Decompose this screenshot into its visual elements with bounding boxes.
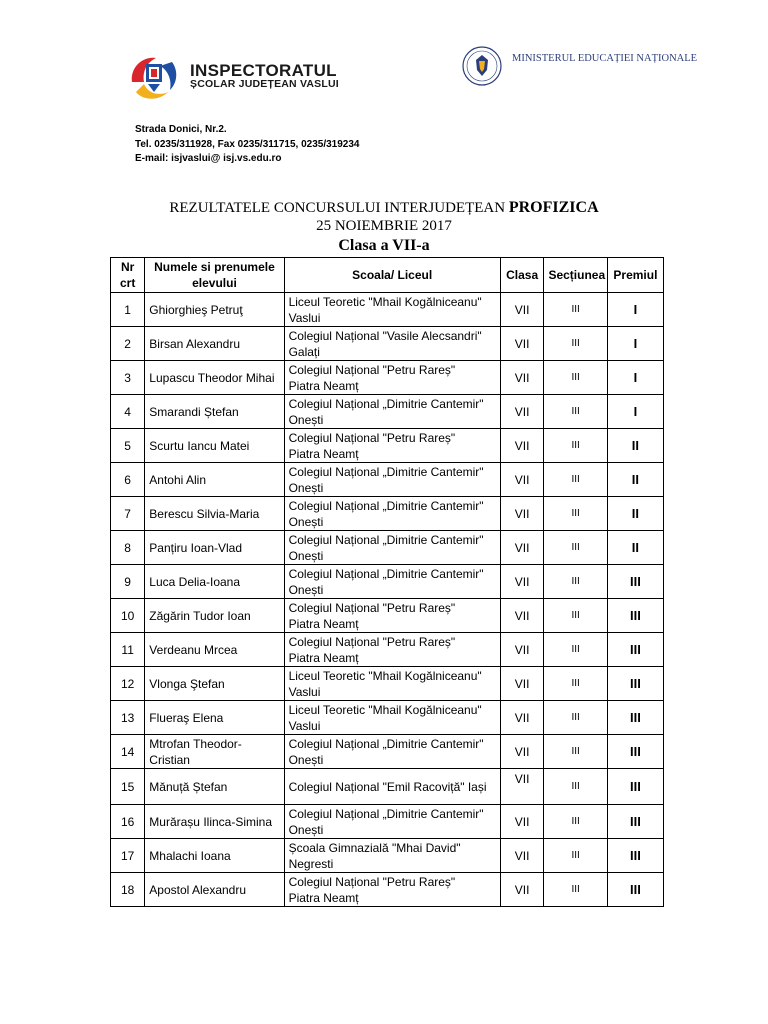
- school-name-line: Colegiul Național "Petru Rareș": [288, 634, 456, 649]
- school-name-line: Colegiul Național "Petru Rareș": [288, 600, 456, 615]
- row-class: VII: [500, 599, 544, 633]
- ministry-seal-icon: [462, 46, 502, 86]
- row-school: [284, 769, 500, 805]
- row-school: [284, 429, 500, 463]
- row-section: III: [544, 497, 607, 531]
- table-row: [111, 429, 664, 463]
- row-section: III: [544, 735, 607, 769]
- row-nr: 10: [111, 599, 145, 633]
- row-prize: III: [607, 839, 663, 873]
- school-city-line: Onești: [288, 480, 324, 495]
- row-nr: 2: [111, 327, 145, 361]
- header-class: Clasa: [500, 258, 544, 293]
- row-nr: 16: [111, 805, 145, 839]
- school-name-line: Școala Gimnazială "Mhai David": [288, 840, 461, 855]
- row-student-name: Scurtu Iancu Matei: [145, 429, 284, 463]
- row-prize: III: [607, 701, 663, 735]
- row-nr: 1: [111, 293, 145, 327]
- row-prize: I: [607, 361, 663, 395]
- row-prize: II: [607, 497, 663, 531]
- row-school: [284, 463, 500, 497]
- row-nr: 17: [111, 839, 145, 873]
- row-nr: 7: [111, 497, 145, 531]
- row-school: [284, 805, 500, 839]
- header-name: Numele si prenumele elevului: [145, 258, 284, 293]
- table-header-row: [111, 258, 664, 293]
- row-class: VII: [500, 565, 544, 599]
- row-section: III: [544, 599, 607, 633]
- table-row: [111, 293, 664, 327]
- row-class: VII: [500, 839, 544, 873]
- row-class: VII: [500, 531, 544, 565]
- document-title: [0, 199, 768, 217]
- row-student-name: Luca Delia-Ioana: [145, 565, 284, 599]
- table-row: [111, 633, 664, 667]
- row-section: III: [544, 839, 607, 873]
- header-prize: Premiul: [607, 258, 663, 293]
- row-class: VII: [500, 497, 544, 531]
- school-name-line: Colegiul Național "Vasile Alecsandri": [288, 328, 482, 343]
- table-row: [111, 873, 664, 907]
- row-nr: 18: [111, 873, 145, 907]
- table-row: [111, 395, 664, 429]
- row-student-name: Verdeanu Mrcea: [145, 633, 284, 667]
- school-name-line: Colegiul Național "Petru Rareș": [288, 874, 456, 889]
- table-row: [111, 839, 664, 873]
- title-competition: PROFIZICA: [508, 199, 599, 216]
- row-student-name: Zăgărin Tudor Ioan: [145, 599, 284, 633]
- row-class: VII: [500, 701, 544, 735]
- title-prefix: REZULTATELE CONCURSULUI INTERJUDEȚEAN: [169, 200, 506, 216]
- school-name-line: Colegiul Național "Petru Rareș": [288, 430, 456, 445]
- school-name-line: Colegiul Național „Dimitrie Cantemir": [288, 566, 484, 581]
- row-student-name: Mănuță Ștefan: [145, 769, 284, 805]
- school-name-line: Colegiul Național "Petru Rareș": [288, 362, 456, 377]
- school-city-line: Onești: [288, 582, 324, 597]
- row-section: III: [544, 395, 607, 429]
- table-row: [111, 667, 664, 701]
- row-nr: 12: [111, 667, 145, 701]
- row-prize: III: [607, 735, 663, 769]
- school-name-line: Liceul Teoretic "Mhail Kogălniceanu": [288, 702, 482, 717]
- school-name-line: Liceul Teoretic "Mhail Kogălniceanu": [288, 668, 482, 683]
- row-school: [284, 531, 500, 565]
- school-city-line: Vaslui: [288, 310, 321, 325]
- row-section: III: [544, 701, 607, 735]
- row-class: VII: [500, 769, 544, 805]
- isj-subtitle: ȘCOLAR JUDEȚEAN VASLUI: [190, 78, 339, 90]
- row-nr: 13: [111, 701, 145, 735]
- row-section: III: [544, 429, 607, 463]
- table-row: [111, 599, 664, 633]
- row-section: III: [544, 805, 607, 839]
- school-city-line: Piatra Neamț: [288, 650, 359, 665]
- row-section: III: [544, 531, 607, 565]
- table-row: [111, 565, 664, 599]
- row-class: VII: [500, 327, 544, 361]
- row-prize: II: [607, 429, 663, 463]
- row-nr: 9: [111, 565, 145, 599]
- row-school: [284, 565, 500, 599]
- table-row: [111, 327, 664, 361]
- row-student-name: Smarandi Ștefan: [145, 395, 284, 429]
- row-school: [284, 497, 500, 531]
- row-class: VII: [500, 395, 544, 429]
- school-city-line: Negresti: [288, 856, 334, 871]
- row-nr: 5: [111, 429, 145, 463]
- school-city-line: Onești: [288, 822, 324, 837]
- results-table: [110, 257, 664, 907]
- row-student-name: Flueraş Elena: [145, 701, 284, 735]
- row-prize: I: [607, 395, 663, 429]
- row-section: III: [544, 873, 607, 907]
- school-name-line: Liceul Teoretic "Mhail Kogălniceanu": [288, 294, 482, 309]
- table-row: [111, 497, 664, 531]
- table-row: [111, 735, 664, 769]
- row-prize: III: [607, 565, 663, 599]
- table-row: [111, 805, 664, 839]
- row-prize: I: [607, 327, 663, 361]
- isj-title: INSPECTORATUL: [190, 61, 337, 80]
- document-date: 25 NOIEMBRIE 2017: [316, 218, 452, 234]
- row-student-name: Murărașu Ilinca-Simina: [145, 805, 284, 839]
- row-school: [284, 395, 500, 429]
- school-name-line: Colegiul Național „Dimitrie Cantemir": [288, 806, 484, 821]
- row-prize: II: [607, 463, 663, 497]
- row-school: [284, 873, 500, 907]
- row-student-name: Ghiorghieş Petruţ: [145, 293, 284, 327]
- row-class: VII: [500, 429, 544, 463]
- school-name-line: Colegiul Național „Dimitrie Cantemir": [288, 396, 484, 411]
- row-nr: 6: [111, 463, 145, 497]
- row-school: [284, 633, 500, 667]
- row-nr: 4: [111, 395, 145, 429]
- school-city-line: Piatra Neamț: [288, 446, 359, 461]
- document-class: Clasa a VII-a: [338, 237, 430, 254]
- row-prize: II: [607, 531, 663, 565]
- row-prize: III: [607, 633, 663, 667]
- row-nr: 15: [111, 769, 145, 805]
- school-city-line: Piatra Neamț: [288, 890, 359, 905]
- row-class: VII: [500, 667, 544, 701]
- row-student-name: Panțiru Ioan-Vlad: [145, 531, 284, 565]
- school-city-line: Onești: [288, 514, 324, 529]
- school-city-line: Vaslui: [288, 718, 321, 733]
- row-school: [284, 839, 500, 873]
- row-section: III: [544, 769, 607, 805]
- row-section: III: [544, 565, 607, 599]
- row-student-name: Birsan Alexandru: [145, 327, 284, 361]
- row-prize: III: [607, 599, 663, 633]
- row-student-name: Mtrofan Theodor-Cristian: [145, 735, 284, 769]
- table-row: [111, 361, 664, 395]
- row-school: [284, 599, 500, 633]
- row-student-name: Apostol Alexandru: [145, 873, 284, 907]
- row-class: VII: [500, 463, 544, 497]
- school-name-line: Colegiul Național "Emil Racoviță" Iași: [288, 779, 487, 794]
- row-nr: 3: [111, 361, 145, 395]
- row-student-name: Berescu Silvia-Maria: [145, 497, 284, 531]
- row-class: VII: [500, 873, 544, 907]
- school-name-line: Colegiul Național „Dimitrie Cantemir": [288, 532, 484, 547]
- ministry-name: MINISTERUL EDUCAȚIEI NAȚIONALE: [512, 53, 698, 64]
- school-city-line: Onești: [288, 752, 324, 767]
- row-student-name: Mhalachi Ioana: [145, 839, 284, 873]
- contact-email: E-mail: isjvaslui@ isj.vs.edu.ro: [135, 153, 282, 164]
- isj-logo-icon: [126, 48, 182, 104]
- row-class: VII: [500, 293, 544, 327]
- row-section: III: [544, 463, 607, 497]
- row-prize: I: [607, 293, 663, 327]
- row-school: [284, 735, 500, 769]
- row-class: VII: [500, 633, 544, 667]
- school-city-line: Galați: [288, 344, 320, 359]
- row-section: III: [544, 667, 607, 701]
- school-name-line: Colegiul Național „Dimitrie Cantemir": [288, 736, 484, 751]
- row-school: [284, 701, 500, 735]
- row-school: [284, 293, 500, 327]
- contact-address: Strada Donici, Nr.2.: [135, 124, 227, 135]
- table-row: [111, 769, 664, 805]
- row-prize: III: [607, 873, 663, 907]
- school-city-line: Piatra Neamț: [288, 616, 359, 631]
- row-student-name: Antohi Alin: [145, 463, 284, 497]
- school-city-line: Onești: [288, 548, 324, 563]
- contact-phone: Tel. 0235/311928, Fax 0235/311715, 0235/319234: [135, 139, 360, 150]
- row-school: [284, 667, 500, 701]
- school-city-line: Onești: [288, 412, 324, 427]
- school-name-line: Colegiul Național „Dimitrie Cantemir": [288, 498, 484, 513]
- row-class: VII: [500, 361, 544, 395]
- row-nr: 8: [111, 531, 145, 565]
- row-class: VII: [500, 735, 544, 769]
- school-city-line: Piatra Neamț: [288, 378, 359, 393]
- row-class: VII: [500, 805, 544, 839]
- header-section: Secțiunea: [544, 258, 607, 293]
- row-prize: III: [607, 769, 663, 805]
- header-nr: Nr crt: [111, 258, 145, 293]
- row-section: III: [544, 293, 607, 327]
- school-name-line: Colegiul Național „Dimitrie Cantemir": [288, 464, 484, 479]
- row-section: III: [544, 327, 607, 361]
- row-prize: III: [607, 667, 663, 701]
- row-school: [284, 361, 500, 395]
- row-school: [284, 327, 500, 361]
- school-city-line: Vaslui: [288, 684, 321, 699]
- table-row: [111, 463, 664, 497]
- row-nr: 11: [111, 633, 145, 667]
- table-row: [111, 531, 664, 565]
- row-section: III: [544, 361, 607, 395]
- header-school: Scoala/ Liceul: [284, 258, 500, 293]
- row-student-name: Lupascu Theodor Mihai: [145, 361, 284, 395]
- row-student-name: Vlonga Ştefan: [145, 667, 284, 701]
- row-nr: 14: [111, 735, 145, 769]
- row-prize: III: [607, 805, 663, 839]
- table-row: [111, 701, 664, 735]
- row-section: III: [544, 633, 607, 667]
